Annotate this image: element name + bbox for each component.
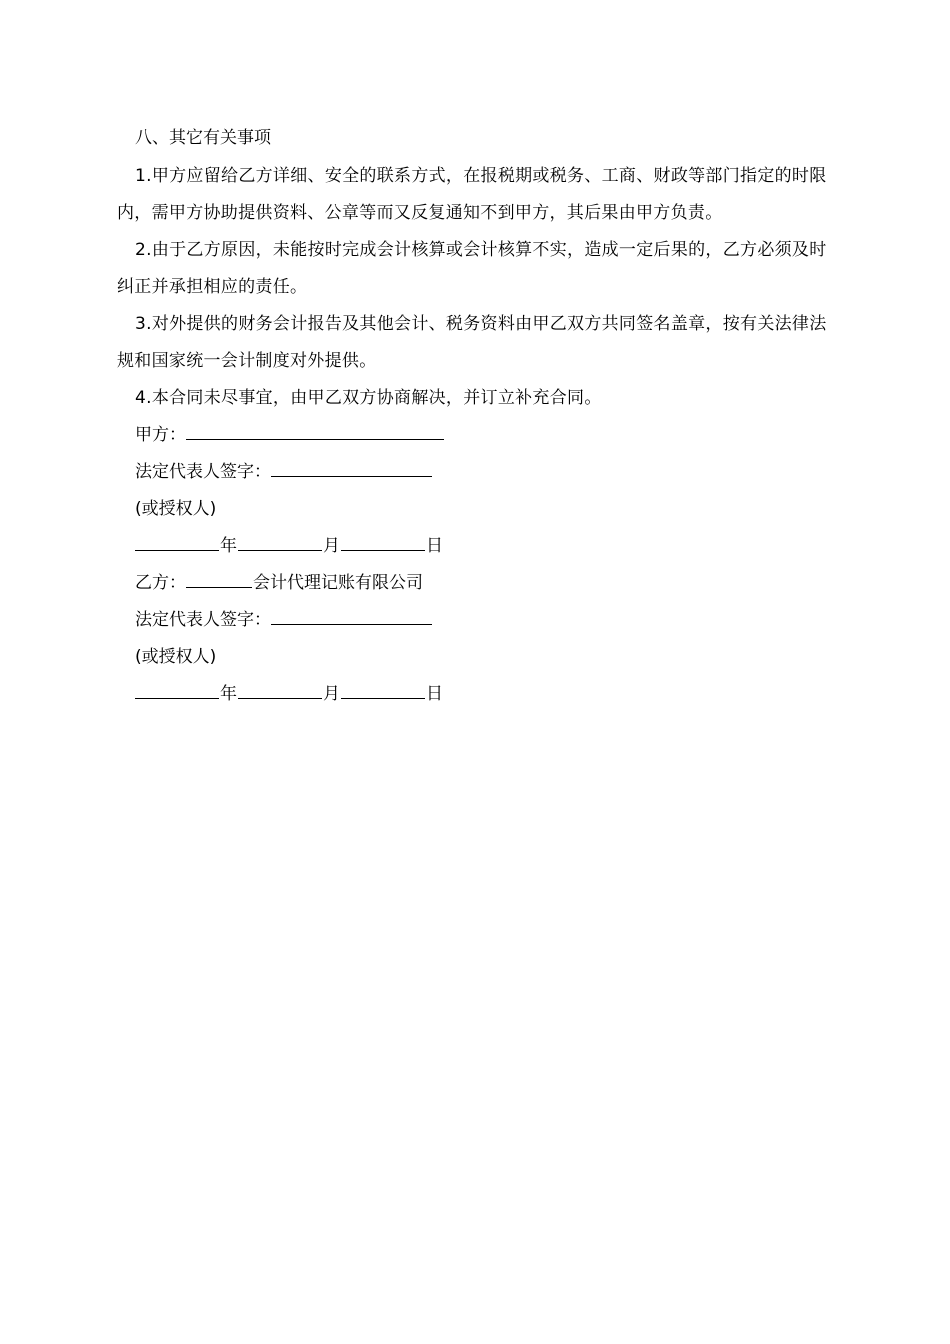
party-b-month-blank[interactable] <box>238 677 322 699</box>
party-a-blank[interactable] <box>186 418 444 440</box>
party-a-month-blank[interactable] <box>238 529 322 551</box>
party-a-label: 甲方： <box>135 425 186 445</box>
party-a-year-label: 年 <box>220 536 237 556</box>
party-b-date-line <box>117 676 833 713</box>
party-b-rep-blank[interactable] <box>271 603 432 625</box>
party-b-company-blank[interactable] <box>186 566 252 588</box>
party-b-rep-label: 法定代表人签字： <box>135 610 271 630</box>
party-b-day-label: 日 <box>426 684 443 704</box>
party-b-authorized-line <box>117 639 833 676</box>
clause-1: 1.甲方应留给乙方详细、安全的联系方式，在报税期或税务、工商、财政等部门指定的时限内，需甲方协助提供资料、公章等而又反复通知不到甲方，其后果由甲方负责。 <box>117 166 827 223</box>
party-b-label: 乙方： <box>135 573 186 593</box>
clause-2: 2.由于乙方原因，未能按时完成会计核算或会计核算不实，造成一定后果的，乙方必须及时纠正并承担相应的责任。 <box>117 240 827 297</box>
contract-section <box>117 120 833 713</box>
clause-4: 4.本合同未尽事宜，由甲乙双方协商解决，并订立补充合同。 <box>135 388 602 408</box>
party-a-rep-blank[interactable] <box>271 455 432 477</box>
party-a-year-blank[interactable] <box>135 529 219 551</box>
party-b-line <box>117 565 833 602</box>
party-b-year-label: 年 <box>220 684 237 704</box>
party-b-authorized: (或授权人) <box>135 647 217 667</box>
party-b-month-label: 月 <box>323 684 340 704</box>
party-a-authorized-line <box>117 491 833 528</box>
party-a-month-label: 月 <box>323 536 340 556</box>
party-b-year-blank[interactable] <box>135 677 219 699</box>
party-a-authorized: (或授权人) <box>135 499 217 519</box>
party-a-date-line <box>117 528 833 565</box>
party-b-rep-line <box>117 602 833 639</box>
party-a-day-label: 日 <box>426 536 443 556</box>
party-b-day-blank[interactable] <box>341 677 425 699</box>
party-a-day-blank[interactable] <box>341 529 425 551</box>
section-heading: 八、其它有关事项 <box>135 128 271 148</box>
party-a-rep-line <box>117 454 833 491</box>
party-a-line <box>117 417 833 454</box>
party-b-company-suffix: 会计代理记账有限公司 <box>253 573 423 593</box>
party-a-rep-label: 法定代表人签字： <box>135 462 271 482</box>
clause-3: 3.对外提供的财务会计报告及其他会计、税务资料由甲乙双方共同签名盖章，按有关法律法规和国家统一会计制度对外提供。 <box>117 314 827 371</box>
